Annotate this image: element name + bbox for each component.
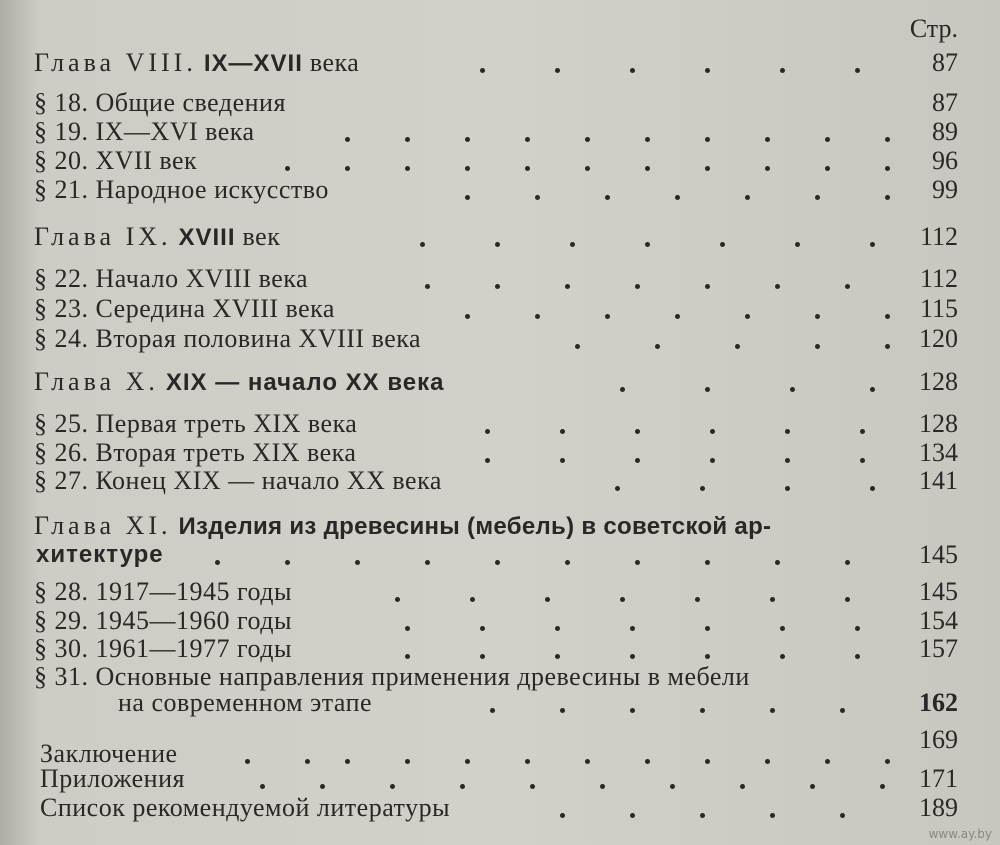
section-number: § 29.: [34, 606, 89, 635]
leader-dot: [405, 166, 410, 171]
leader-dot: [630, 626, 635, 631]
leader-dot: [815, 195, 820, 200]
page-number: 112: [919, 264, 958, 293]
back-matter-title: Заключение: [40, 739, 178, 768]
leader-dot: [395, 597, 400, 602]
leader-dot: [740, 784, 745, 789]
leader-dot: [535, 314, 540, 319]
section-row: [0, 466, 1000, 496]
page-number: 99: [932, 175, 958, 204]
leader-dot: [705, 387, 710, 392]
section-title: 1917—1945 годы: [95, 577, 292, 606]
leader-dot: [355, 560, 360, 565]
leader-dot: [710, 458, 715, 463]
leader-dot: [870, 486, 875, 491]
section-row: [0, 146, 1000, 176]
section-number: § 28.: [34, 577, 89, 606]
leader-dot: [720, 242, 725, 247]
page-number: 96: [932, 146, 958, 175]
chapter-title: IX—XVII: [203, 50, 303, 77]
leader-dot: [635, 560, 640, 565]
back-matter-row: [0, 764, 1000, 794]
leader-dot: [460, 784, 465, 789]
leader-dot: [815, 344, 820, 349]
chapter-title: XIX — начало XX века: [165, 369, 445, 396]
leader-dot: [870, 242, 875, 247]
leader-dot: [695, 597, 700, 602]
leader-dot: [855, 626, 860, 631]
leader-dot: [710, 429, 715, 434]
leader-dot: [780, 68, 785, 73]
leader-dot: [465, 137, 470, 142]
leader-dot: [565, 560, 570, 565]
leader-dot: [815, 314, 820, 319]
leader-dot: [785, 429, 790, 434]
leader-dot: [630, 813, 635, 818]
leader-dot: [495, 284, 500, 289]
leader-dot: [545, 597, 550, 602]
leader-dot: [885, 166, 890, 171]
chapter-title-suffix: век: [242, 222, 281, 251]
leader-dot: [885, 137, 890, 142]
leader-dot: [700, 813, 705, 818]
chapter-title: Изделия из древесины (мебель) в советской ар-: [178, 513, 772, 540]
leader-dot: [605, 195, 610, 200]
chapter-label: Глава IX.: [34, 222, 172, 251]
leader-dot: [885, 344, 890, 349]
page-number: 171: [919, 764, 958, 793]
section-number: § 26.: [34, 438, 89, 467]
page-number: 157: [919, 634, 958, 663]
leader-dot: [825, 166, 830, 171]
leader-dot: [845, 597, 850, 602]
leader-dot: [575, 344, 580, 349]
page-number: 145: [919, 577, 958, 606]
page-number: 141: [919, 466, 958, 495]
leader-dot: [775, 284, 780, 289]
chapter-row: [0, 222, 1000, 252]
leader-dot: [795, 242, 800, 247]
page-number: 87: [932, 88, 958, 117]
section-title-continued: на современном этапе: [118, 688, 373, 717]
leader-dot: [560, 813, 565, 818]
leader-dot: [790, 387, 795, 392]
leader-dot: [675, 195, 680, 200]
leader-dot: [425, 284, 430, 289]
leader-dot: [825, 137, 830, 142]
leader-dot: [630, 68, 635, 73]
leader-dot: [635, 284, 640, 289]
section-row: [0, 577, 1000, 607]
section-title: Первая треть XIX века: [95, 409, 358, 438]
leader-dot: [745, 314, 750, 319]
page-number: 87: [932, 48, 958, 77]
section-row: [0, 264, 1000, 294]
leader-dot: [345, 137, 350, 142]
chapter-row: [0, 511, 1000, 541]
leader-dot: [565, 284, 570, 289]
leader-dot: [735, 344, 740, 349]
leader-dot: [635, 429, 640, 434]
chapter-label: Глава VIII.: [34, 48, 197, 77]
section-number: § 18.: [34, 88, 89, 117]
page-number: 154: [919, 606, 958, 635]
leader-dot: [630, 654, 635, 659]
section-title: Основные направления применения древесины в мебели: [95, 662, 750, 691]
back-matter-row: [0, 793, 1000, 823]
leader-dot: [765, 137, 770, 142]
leader-dot: [845, 284, 850, 289]
leader-dot: [405, 626, 410, 631]
leader-dot: [530, 784, 535, 789]
leader-dot: [705, 560, 710, 565]
section-row: [0, 634, 1000, 664]
leader-dot: [780, 626, 785, 631]
section-number: § 23.: [34, 294, 89, 323]
section-row: [0, 175, 1000, 205]
leader-dot: [535, 195, 540, 200]
leader-dot: [285, 560, 290, 565]
section-number: § 22.: [34, 264, 89, 293]
leader-dot: [705, 68, 710, 73]
section-number: § 24.: [34, 324, 89, 353]
leader-dot: [560, 429, 565, 434]
leader-dot: [810, 784, 815, 789]
page-number: 115: [919, 294, 958, 323]
leader-dot: [345, 166, 350, 171]
page-number: 189: [919, 793, 958, 822]
leader-dot: [645, 137, 650, 142]
leader-dot: [570, 242, 575, 247]
leader-dot: [645, 242, 650, 247]
section-number: § 25.: [34, 409, 89, 438]
leader-dot: [855, 68, 860, 73]
leader-dot: [470, 597, 475, 602]
leader-dot: [705, 137, 710, 142]
leader-dot: [465, 195, 470, 200]
leader-dot: [770, 597, 775, 602]
page-number: 134: [919, 438, 958, 467]
leader-dot: [560, 708, 565, 713]
leader-dot: [705, 654, 710, 659]
leader-dot: [845, 560, 850, 565]
leader-dot: [675, 314, 680, 319]
leader-dot: [700, 486, 705, 491]
leader-dot: [620, 387, 625, 392]
section-title: Народное искусство: [95, 175, 329, 204]
leader-dot: [745, 195, 750, 200]
leader-dot: [615, 486, 620, 491]
leader-dot: [585, 137, 590, 142]
leader-dot: [555, 654, 560, 659]
leader-dot: [705, 626, 710, 631]
leader-dot: [285, 166, 290, 171]
section-number: § 30.: [34, 634, 89, 663]
leader-dot: [645, 166, 650, 171]
chapter-title-suffix: века: [309, 48, 360, 77]
leader-dot: [320, 784, 325, 789]
back-matter-page-row: [0, 725, 1000, 755]
leader-dot: [620, 597, 625, 602]
leader-dot: [770, 813, 775, 818]
leader-dot: [490, 708, 495, 713]
leader-dot: [560, 458, 565, 463]
leader-dot: [485, 429, 490, 434]
chapter-row: [0, 48, 1000, 78]
back-matter-title: Приложения: [40, 764, 185, 793]
watermark: www.ay.by: [928, 827, 992, 841]
leader-dot: [860, 458, 865, 463]
leader-dot: [840, 813, 845, 818]
page-number: 169: [919, 725, 958, 754]
section-title: XVII век: [95, 146, 198, 175]
leader-dot: [215, 560, 220, 565]
leader-dot: [880, 784, 885, 789]
leader-dot: [420, 242, 425, 247]
leader-dot: [605, 314, 610, 319]
section-title: 1945—1960 годы: [95, 606, 292, 635]
section-title: 1961—1977 годы: [95, 634, 292, 663]
section-title: Начало XVIII века: [95, 264, 309, 293]
leader-dot: [465, 166, 470, 171]
leader-dot: [495, 560, 500, 565]
page-number: 128: [919, 367, 958, 396]
section-number: § 19.: [34, 117, 89, 146]
leader-dot: [840, 708, 845, 713]
leader-dot: [390, 784, 395, 789]
leader-dot: [635, 458, 640, 463]
section-title: Общие сведения: [95, 88, 286, 117]
leader-dot: [855, 654, 860, 659]
leader-dot: [405, 137, 410, 142]
leader-dot: [480, 626, 485, 631]
page-number: 89: [932, 117, 958, 146]
chapter-row: [0, 367, 1000, 397]
leader-dot: [555, 626, 560, 631]
section-row: [0, 88, 1000, 118]
section-row: [0, 324, 1000, 354]
leader-dot: [885, 195, 890, 200]
leader-dot: [780, 654, 785, 659]
leader-dot: [600, 784, 605, 789]
leader-dot: [770, 708, 775, 713]
page-column-header: Стр.: [909, 14, 958, 43]
leader-dot: [670, 784, 675, 789]
section-title: Вторая половина XVIII века: [95, 324, 422, 353]
leader-dot: [525, 137, 530, 142]
section-number: § 31.: [34, 662, 89, 691]
leader-dot: [775, 560, 780, 565]
page-number: 112: [919, 222, 958, 251]
leader-dot: [425, 560, 430, 565]
chapter-title: XVIII: [178, 224, 236, 251]
section-number: § 20.: [34, 146, 89, 175]
chapter-label: Глава X.: [34, 367, 159, 396]
back-matter-title: Список рекомендуемой литературы: [40, 793, 451, 822]
leader-dot: [705, 166, 710, 171]
leader-dot: [655, 344, 660, 349]
section-title: Конец XIX — начало XX века: [95, 466, 442, 495]
leader-dot: [885, 314, 890, 319]
leader-dot: [495, 242, 500, 247]
page-number: 162: [919, 688, 958, 717]
leader-dot: [485, 458, 490, 463]
leader-dot: [860, 429, 865, 434]
leader-dot: [405, 654, 410, 659]
leader-dot: [785, 486, 790, 491]
section-title: Середина XVIII века: [95, 294, 335, 323]
chapter-label: Глава XI.: [34, 511, 172, 540]
leader-dot: [765, 166, 770, 171]
leader-dot: [585, 166, 590, 171]
leader-dot: [480, 654, 485, 659]
section-title: Вторая треть XIX века: [95, 438, 357, 467]
page-number: 120: [919, 324, 958, 353]
leader-dot: [785, 458, 790, 463]
section-row: [0, 117, 1000, 147]
section-row: [0, 294, 1000, 324]
section-number: § 21.: [34, 175, 89, 204]
page-number: 145: [919, 540, 958, 569]
leader-dot: [700, 708, 705, 713]
leader-dot: [555, 68, 560, 73]
section-row-continued: [0, 688, 1000, 718]
leader-dot: [260, 784, 265, 789]
leader-dot: [870, 387, 875, 392]
leader-dot: [465, 314, 470, 319]
chapter-title-continued: хитектуре: [36, 541, 164, 568]
section-row: [0, 606, 1000, 636]
leader-dot: [480, 68, 485, 73]
section-row: [0, 438, 1000, 468]
leader-dot: [525, 166, 530, 171]
page-number: 128: [919, 409, 958, 438]
leader-dot: [705, 284, 710, 289]
section-title: IX—XVI века: [95, 117, 255, 146]
chapter-row-continued: [0, 540, 1000, 570]
section-row: [0, 409, 1000, 439]
section-number: § 27.: [34, 466, 89, 495]
leader-dot: [630, 708, 635, 713]
